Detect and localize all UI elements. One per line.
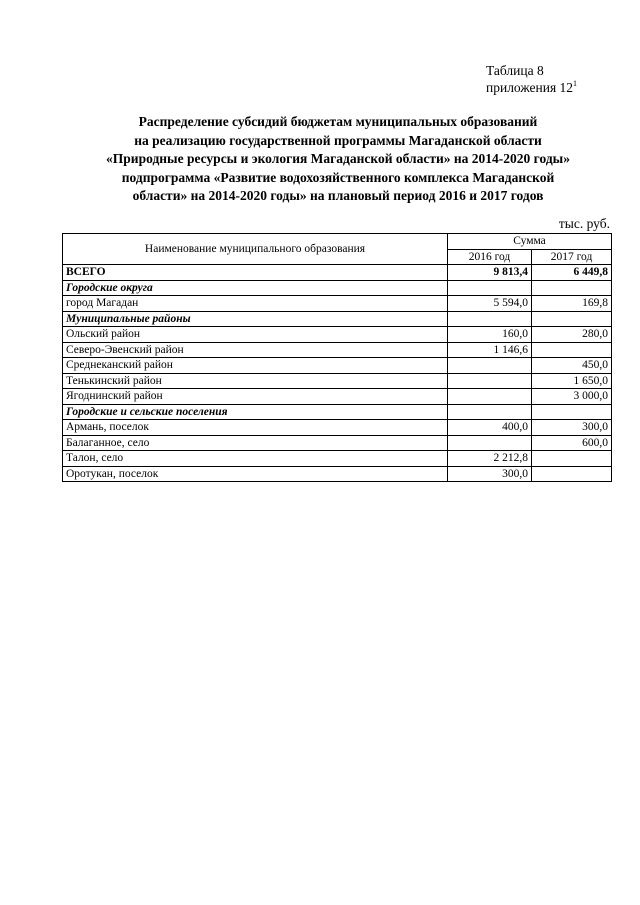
- row-2017: 1 650,0: [532, 373, 612, 389]
- table-row: [63, 373, 612, 389]
- section-title: Городские и сельские поселения: [63, 404, 448, 420]
- document-title: [40, 113, 636, 206]
- empty-cell: [448, 280, 532, 296]
- row-name: Ольский район: [63, 327, 448, 343]
- row-2016: [448, 435, 532, 451]
- section-row: [63, 404, 612, 420]
- empty-cell: [448, 311, 532, 327]
- section-title: Муниципальные районы: [63, 311, 448, 327]
- row-2016: [448, 373, 532, 389]
- row-name: Среднеканский район: [63, 358, 448, 374]
- title-line: на реализацию государственной программы Магаданской области: [134, 132, 542, 148]
- header-year-2017: 2017 год: [532, 249, 612, 265]
- row-2016: [448, 389, 532, 405]
- row-name: Талон, село: [63, 451, 448, 467]
- table-row: [63, 466, 612, 482]
- row-2017: 3 000,0: [532, 389, 612, 405]
- row-2016: 2 212,8: [448, 451, 532, 467]
- title-line: Распределение субсидий бюджетам муниципальных образований: [138, 114, 538, 129]
- total-2016: 9 813,4: [448, 265, 532, 281]
- empty-cell: [532, 280, 612, 296]
- table-row: [63, 358, 612, 374]
- row-name: Армань, поселок: [63, 420, 448, 436]
- row-2016: [448, 358, 532, 374]
- empty-cell: [448, 404, 532, 420]
- row-name: Тенькинский район: [63, 373, 448, 389]
- row-2017: 280,0: [532, 327, 612, 343]
- row-2017: [532, 451, 612, 467]
- row-name: Ягоднинский район: [63, 389, 448, 405]
- section-title: Городские округа: [63, 280, 448, 296]
- table-row: [63, 342, 612, 358]
- row-2017: 300,0: [532, 420, 612, 436]
- header-name-column: Наименование муниципального образования: [63, 234, 448, 265]
- table-reference: [486, 62, 577, 96]
- row-2017: [532, 342, 612, 358]
- row-2016: 400,0: [448, 420, 532, 436]
- row-2016: 300,0: [448, 466, 532, 482]
- total-2017: 6 449,8: [532, 265, 612, 281]
- table-row: [63, 296, 612, 312]
- table-row: [63, 389, 612, 405]
- header-year-2016: 2016 год: [448, 249, 532, 265]
- subsidy-table: [62, 233, 612, 482]
- row-2017: 600,0: [532, 435, 612, 451]
- row-2016: 160,0: [448, 327, 532, 343]
- empty-cell: [532, 311, 612, 327]
- table-row: [63, 451, 612, 467]
- reference-appendix-superscript: 1: [573, 79, 578, 88]
- header-sum-column: Сумма: [448, 234, 612, 250]
- reference-table-number: Таблица 8: [486, 63, 544, 78]
- empty-cell: [532, 404, 612, 420]
- row-2016: 5 594,0: [448, 296, 532, 312]
- section-row: [63, 311, 612, 327]
- table-header-row: [63, 234, 612, 250]
- section-row: [63, 280, 612, 296]
- row-name: город Магадан: [63, 296, 448, 312]
- reference-appendix-text: приложения 12: [486, 80, 574, 95]
- total-label: ВСЕГО: [63, 265, 448, 281]
- total-row: [63, 265, 612, 281]
- row-2017: [532, 466, 612, 482]
- row-2017: 169,8: [532, 296, 612, 312]
- row-name: Балаганное, село: [63, 435, 448, 451]
- title-line: области» на 2014-2020 годы» на плановый период 2016 и 2017 годов: [132, 188, 544, 203]
- row-2016: 1 146,6: [448, 342, 532, 358]
- reference-appendix: [486, 79, 577, 96]
- row-2017: 450,0: [532, 358, 612, 374]
- units-label: тыс. руб.: [558, 216, 610, 231]
- row-name: Северо-Эвенский район: [63, 342, 448, 358]
- table-row: [63, 420, 612, 436]
- table-row: [63, 435, 612, 451]
- row-name: Оротукан, поселок: [63, 466, 448, 482]
- table-row: [63, 327, 612, 343]
- title-line: подпрограмма «Развитие водохозяйственного комплекса Магаданской: [121, 169, 555, 185]
- title-line: «Природные ресурсы и экология Магаданской области» на 2014-2020 годы»: [106, 151, 570, 166]
